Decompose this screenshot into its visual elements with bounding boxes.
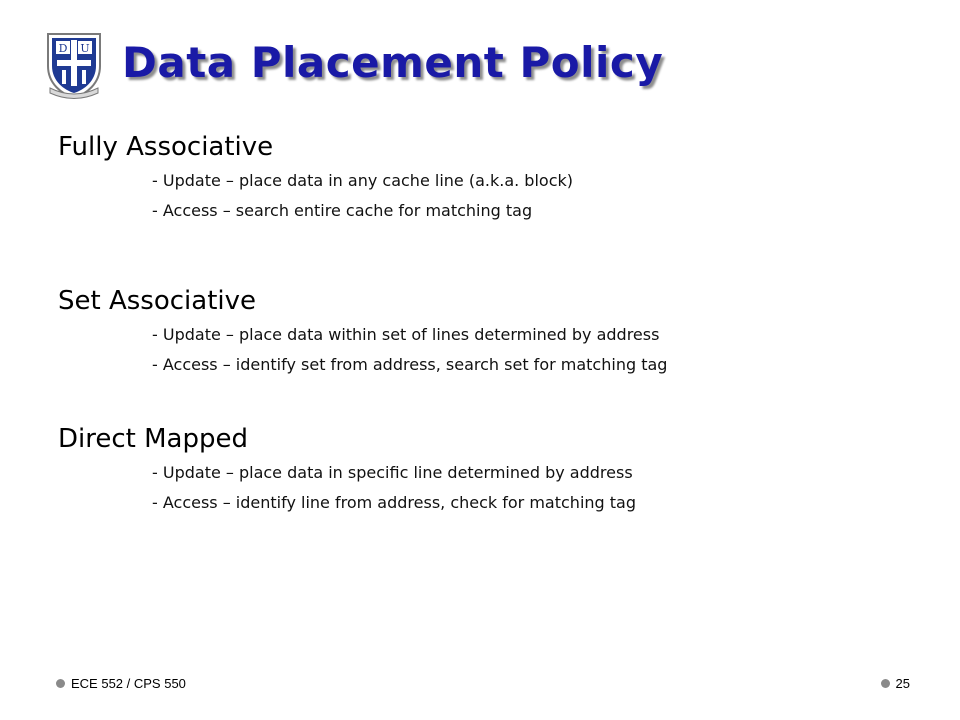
section-heading: Direct Mapped xyxy=(58,424,248,454)
bullet-item: - Update – place data within set of lines determined by address xyxy=(152,325,660,344)
bullet-item: - Update – place data in any cache line (a.k.a. block) xyxy=(152,171,573,190)
section-set-associative xyxy=(58,282,667,380)
section-direct-mapped xyxy=(58,420,636,518)
bullet-item: - Access – identify line from address, check for matching tag xyxy=(152,493,637,512)
footer-dot-icon xyxy=(881,679,890,688)
university-shield-icon xyxy=(44,30,104,100)
section-fully-associative xyxy=(58,128,573,226)
footer-course xyxy=(56,676,186,691)
footer-dot-icon xyxy=(56,679,65,688)
page-number: 25 xyxy=(895,676,910,691)
slide-title: Data Placement Policy xyxy=(122,38,664,87)
bullet-item: - Update – place data in specific line determined by address xyxy=(152,463,633,482)
slide-footer xyxy=(56,676,910,696)
bullet-item: - Access – search entire cache for matching tag xyxy=(152,201,533,220)
section-heading: Set Associative xyxy=(58,286,256,316)
svg-text:U: U xyxy=(80,42,90,55)
svg-text:D: D xyxy=(58,42,68,55)
section-heading: Fully Associative xyxy=(58,132,274,162)
footer-course-label: ECE 552 / CPS 550 xyxy=(71,676,186,691)
bullet-item: - Access – identify set from address, search set for matching tag xyxy=(152,355,668,374)
footer-page xyxy=(881,676,910,691)
